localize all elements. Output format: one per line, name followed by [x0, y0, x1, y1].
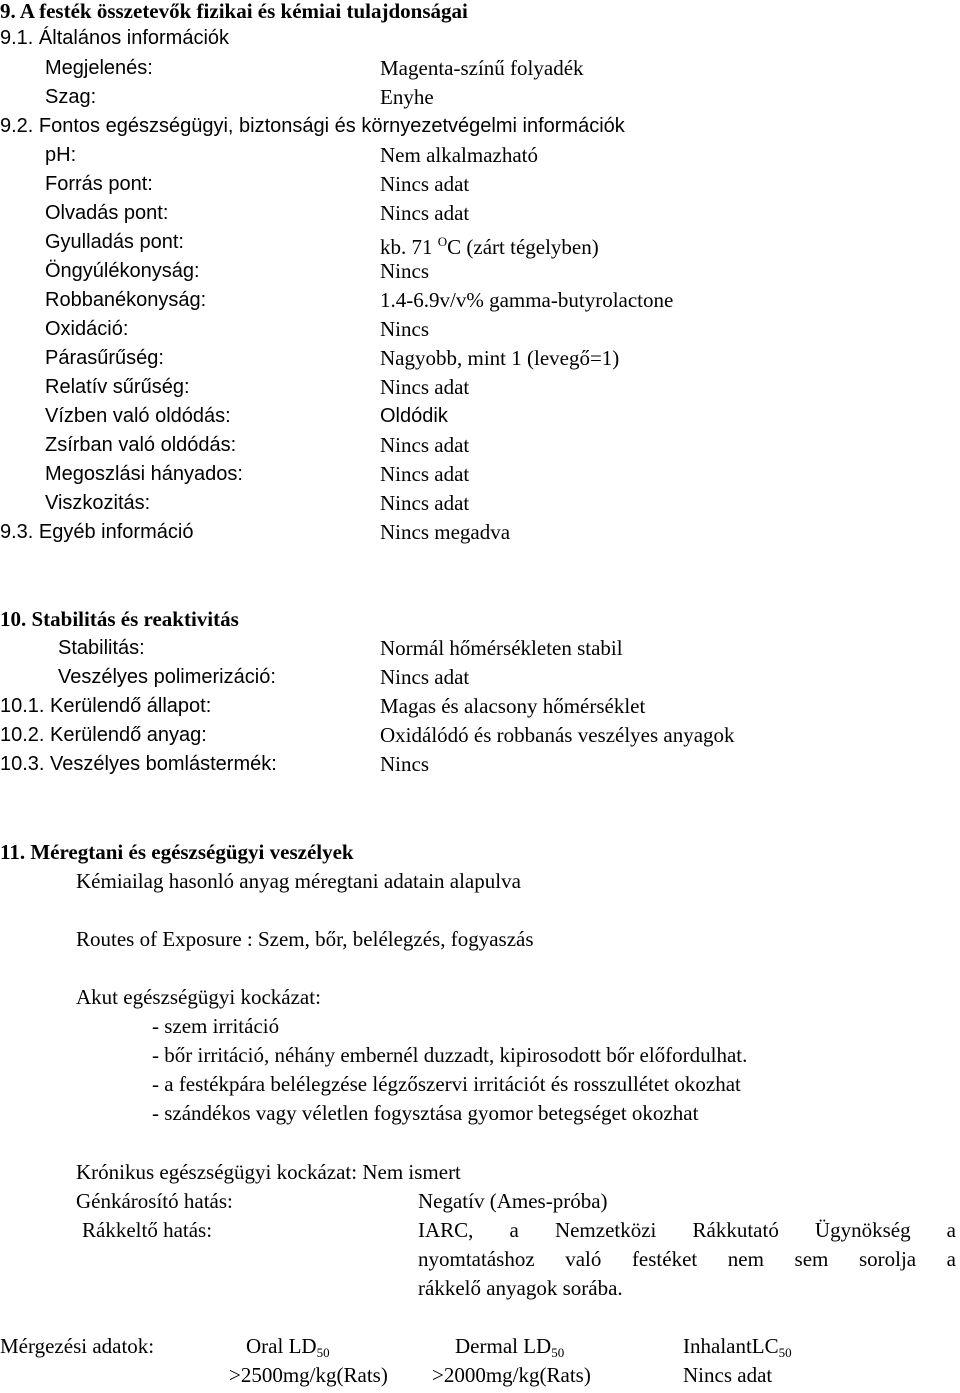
- property-label: Olvadás pont:: [45, 202, 169, 224]
- avoid-condition-value: Magas és alacsony hőmérséklet: [380, 694, 646, 718]
- polymerization-label: Veszélyes polimerizáció:: [58, 666, 276, 688]
- appearance-value: Magenta-színű folyadék: [380, 56, 584, 80]
- inhalant-lc50-value: Nincs adat: [683, 1363, 773, 1387]
- property-label: Robbanékonyság:: [45, 289, 207, 311]
- property-value: Nincs: [380, 317, 429, 341]
- stability-label: Stabilitás:: [58, 637, 145, 659]
- polymerization-value: Nincs adat: [380, 665, 470, 689]
- property-value: Oldódik: [380, 405, 448, 427]
- property-label: Gyulladás pont:: [45, 231, 184, 253]
- section-9-1-heading: 9.1. Általános információk: [0, 27, 230, 49]
- carcino-line: nyomtatáshoz való festéket nem sem sorolja a: [418, 1247, 956, 1271]
- acute-item: - a festékpára belélegzése légzőszervi irritációt és rosszullétet okozhat: [152, 1072, 741, 1096]
- genotox-value: Negatív (Ames-próba): [418, 1189, 608, 1213]
- carcino-line: IARC, a Nemzetközi Rákkutató Ügynökség a: [418, 1218, 956, 1242]
- section-11-title: 11. Méregtani és egészségügyi veszélyek: [0, 840, 354, 864]
- section-9-3-label: 9.3. Egyéb információ: [0, 521, 194, 543]
- avoid-material-label: 10.2. Kerülendő anyag:: [0, 724, 207, 746]
- section-9-title: 9. A festék összetevők fizikai és kémiai tulajdonságai: [0, 0, 468, 23]
- decomposition-label: 10.3. Veszélyes bomlástermék:: [0, 753, 277, 775]
- acute-item: - bőr irritáció, néhány embernél duzzadt, kipirosodott bőr előfordulhat.: [152, 1043, 748, 1067]
- decomposition-value: Nincs: [380, 752, 429, 776]
- odor-value: Enyhe: [380, 85, 434, 109]
- inhalant-lc50-header: InhalantLC$_{50}$: [683, 1334, 792, 1360]
- property-label: Oxidáció:: [45, 318, 129, 340]
- stability-value: Normál hőmérsékleten stabil: [380, 636, 623, 660]
- property-label: Megoszlási hányados:: [45, 463, 243, 485]
- property-value: Nincs: [380, 259, 429, 283]
- property-value: Nagyobb, mint 1 (levegő=1): [380, 346, 620, 370]
- appearance-label: Megjelenés:: [45, 57, 153, 79]
- avoid-material-value: Oxidálódó és robbanás veszélyes anyagok: [380, 723, 735, 747]
- property-value: Nem alkalmazható: [380, 143, 539, 167]
- property-label: Forrás pont:: [45, 173, 153, 195]
- property-label: Párasűrűség:: [45, 347, 164, 369]
- property-label: Relatív sűrűség:: [45, 376, 190, 398]
- dermal-ld50-header: Dermal $LD_{50}$: [455, 1334, 565, 1360]
- tox-basis: Kémiailag hasonló anyag méregtani adatain alapulva: [76, 869, 521, 893]
- acute-title: Akut egészségügyi kockázat:: [76, 985, 321, 1009]
- oral-ld50-value: >2500mg/kg(Rats): [229, 1363, 388, 1387]
- carcino-label: Rákkeltő hatás:: [82, 1218, 213, 1242]
- oral-ld50-header: Oral $LD_{50}$: [246, 1334, 330, 1360]
- property-label: Vízben való oldódás:: [45, 405, 231, 427]
- property-value: 1.4-6.9v/v% gamma-butyrolactone: [380, 288, 674, 312]
- property-value: Nincs adat: [380, 172, 470, 196]
- section-9-2-heading: 9.2. Fontos egészségügyi, biztonsági és környezetvégelmi információk: [0, 115, 625, 137]
- property-label: Viszkozitás:: [45, 492, 151, 514]
- property-value: Nincs adat: [380, 201, 470, 225]
- property-label: Öngyúlékonyság:: [45, 260, 200, 282]
- property-value: Nincs adat: [380, 491, 470, 515]
- property-value: Nincs adat: [380, 462, 470, 486]
- acute-item: - szándékos vagy véletlen fogysztása gyomor betegséget okozhat: [152, 1101, 699, 1125]
- routes-of-exposure: Routes of Exposure : Szem, bőr, belélegzés, fogyaszás: [76, 927, 534, 951]
- acute-item: - szem irritáció: [152, 1014, 280, 1038]
- flash-point-value: kb. 71 $^O$C (zárt tégelyben): [380, 234, 599, 259]
- odor-label: Szag:: [45, 86, 97, 108]
- section-9-3-value: Nincs megadva: [380, 520, 511, 544]
- tox-data-label: Mérgezési adatok:: [0, 1334, 155, 1358]
- chronic-risk: Krónikus egészségügyi kockázat: Nem ismert: [76, 1160, 461, 1184]
- avoid-condition-label: 10.1. Kerülendő állapot:: [0, 695, 212, 717]
- property-value: Nincs adat: [380, 375, 470, 399]
- property-value: Nincs adat: [380, 433, 470, 457]
- section-10-title: 10. Stabilitás és reaktivitás: [0, 607, 239, 631]
- dermal-ld50-value: >2000mg/kg(Rats): [432, 1363, 591, 1387]
- carcino-line: rákkelő anyagok sorába.: [418, 1276, 623, 1300]
- property-label: pH:: [45, 144, 77, 166]
- genotox-label: Génkárosító hatás:: [76, 1189, 233, 1213]
- property-label: Zsírban való oldódás:: [45, 434, 237, 456]
